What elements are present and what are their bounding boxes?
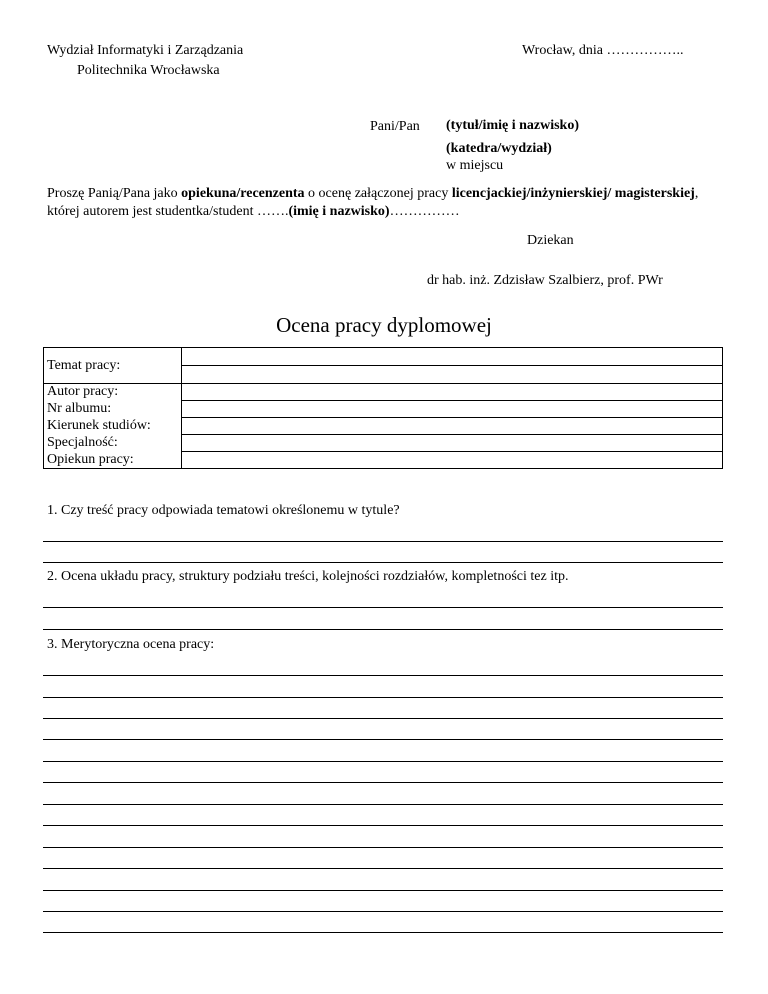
- answer-line[interactable]: [43, 825, 723, 826]
- specialty-field[interactable]: [182, 435, 723, 452]
- request-text-2: o ocenę załączonej pracy: [304, 186, 452, 201]
- supervisor-label: Opiekun pracy:: [44, 452, 182, 469]
- answer-line[interactable]: [43, 718, 723, 719]
- topic-field-line1[interactable]: [182, 348, 723, 366]
- answer-line[interactable]: [43, 932, 723, 933]
- recipient-place: w miejscu: [446, 158, 504, 173]
- answer-line[interactable]: [43, 804, 723, 805]
- album-label: Nr albumu:: [44, 401, 182, 418]
- field-of-study-label: Kierunek studiów:: [44, 418, 182, 435]
- recipient-unit: (katedra/wydział): [446, 141, 552, 156]
- answer-line[interactable]: [43, 562, 723, 563]
- recipient-name: (tytuł/imię i nazwisko): [446, 118, 579, 133]
- request-student: (imię i nazwisko): [288, 204, 390, 219]
- request-text-3: , której autorem jest studentka/student …….: [47, 186, 699, 219]
- dean-title: Dziekan: [527, 233, 574, 248]
- dean-name: dr hab. inż. Zdzisław Szalbierz, prof. PWr: [427, 273, 663, 288]
- form-title: Ocena pracy dyplomowej: [276, 313, 492, 337]
- question-3: 3. Merytoryczna ocena pracy:: [47, 637, 215, 652]
- request-role: opiekuna/recenzenta: [181, 186, 305, 201]
- answer-line[interactable]: [43, 911, 723, 912]
- answer-line[interactable]: [43, 890, 723, 891]
- answer-line[interactable]: [43, 607, 723, 608]
- topic-label: Temat pracy:: [44, 348, 182, 384]
- faculty-block: [47, 41, 243, 81]
- recipient-block: [446, 117, 579, 174]
- request-text-4: ……………: [389, 204, 460, 219]
- answer-line[interactable]: [43, 629, 723, 630]
- answer-line[interactable]: [43, 541, 723, 542]
- album-field[interactable]: [182, 401, 723, 418]
- thesis-info-table: [43, 347, 723, 469]
- answer-line[interactable]: [43, 675, 723, 676]
- answer-line[interactable]: [43, 782, 723, 783]
- author-field[interactable]: [182, 384, 723, 401]
- recipient-label: Pani/Pan: [370, 119, 420, 134]
- answer-line[interactable]: [43, 761, 723, 762]
- author-label: Autor pracy:: [44, 384, 182, 401]
- question-1: 1. Czy treść pracy odpowiada tematowi określonemu w tytule?: [47, 503, 400, 518]
- supervisor-field[interactable]: [182, 452, 723, 469]
- specialty-label: Specjalność:: [44, 435, 182, 452]
- answer-line[interactable]: [43, 697, 723, 698]
- answer-line[interactable]: [43, 739, 723, 740]
- question-2: 2. Ocena układu pracy, struktury podziału treści, kolejności rozdziałów, kompletności tez itp.: [47, 569, 569, 584]
- answer-line[interactable]: [43, 847, 723, 848]
- request-thesis-type: licencjackiej/inżynierskiej/ magisterskiej: [451, 186, 695, 201]
- request-paragraph: [47, 185, 727, 221]
- university-name: Politechnika Wrocławska: [77, 63, 220, 78]
- answer-line[interactable]: [43, 868, 723, 869]
- field-of-study-field[interactable]: [182, 418, 723, 435]
- faculty-name: Wydział Informatyki i Zarządzania: [47, 43, 244, 58]
- request-text-1: Proszę Panią/Pana jako: [47, 186, 182, 201]
- city-date: Wrocław, dnia ……………..: [522, 43, 684, 58]
- topic-field-line2[interactable]: [182, 366, 723, 384]
